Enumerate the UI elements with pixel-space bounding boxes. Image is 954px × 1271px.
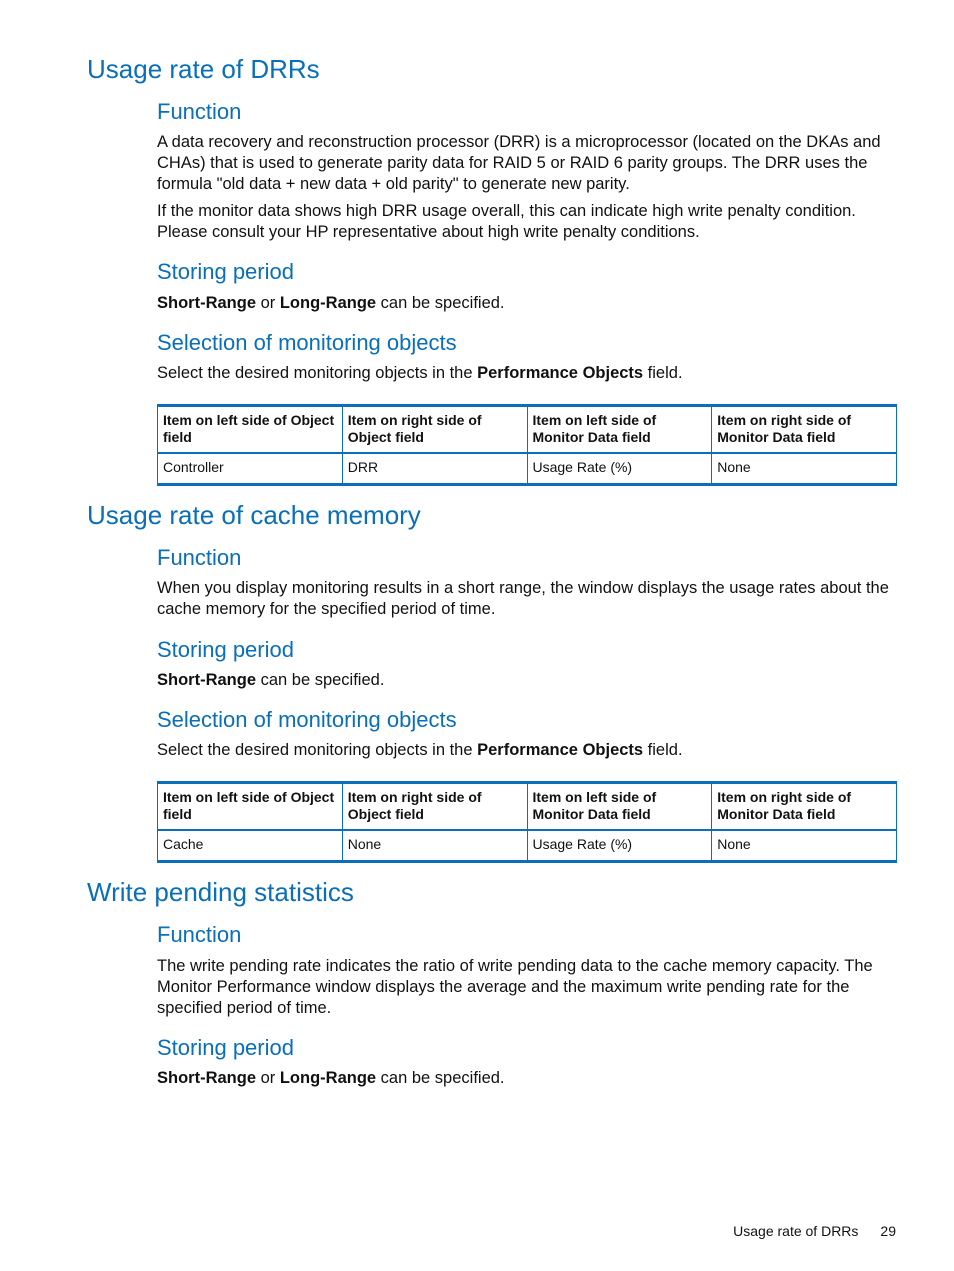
table-header-cell: Item on left side of Object field [158, 406, 343, 454]
table-header-cell: Item on left side of Monitor Data field [527, 406, 712, 454]
table-cell: None [712, 453, 897, 485]
page-number: 29 [880, 1223, 896, 1239]
paragraph-storing-period [157, 293, 897, 314]
text-field: field. [643, 364, 683, 382]
paragraph-drr-function: A data recovery and reconstruction processor (DRR) is a microprocessor (located on the DKAs and CHAs) that is used to generate parity data for RAID 5 or RAID 6 parity groups. The DRR uses the formula "old data + new data + old parity" to generate new parity. [157, 133, 881, 193]
bold-short-range: Short-Range [157, 294, 256, 312]
heading-storing-period: Storing period [157, 1035, 294, 1060]
objects-table-cache [157, 781, 897, 863]
text-can-be-specified: can be specified. [376, 1069, 505, 1087]
table-header-cell: Item on right side of Object field [342, 783, 527, 831]
table-header-row [158, 406, 897, 454]
paragraph-selection [157, 363, 897, 384]
table-header-cell: Item on right side of Object field [342, 406, 527, 454]
paragraph-storing-period [157, 1068, 897, 1089]
text-can-be-specified: can be specified. [376, 294, 505, 312]
table-cell: Usage Rate (%) [527, 830, 712, 862]
text-can-be-specified: can be specified. [256, 671, 385, 689]
table-header-row [158, 783, 897, 831]
bold-long-range: Long-Range [279, 1069, 377, 1087]
table-cell: None [342, 830, 527, 862]
paragraph-storing-period [157, 670, 897, 691]
heading-storing-period: Storing period [157, 259, 294, 284]
footer-section-title: Usage rate of DRRs [733, 1223, 859, 1239]
table-header-cell: Item on left side of Object field [158, 783, 343, 831]
table-cell: Cache [158, 830, 343, 862]
text-select: Select the desired monitoring objects in the [157, 364, 478, 382]
table-row [158, 453, 897, 485]
bold-short-range: Short-Range [157, 1069, 256, 1087]
objects-table-drr [157, 404, 897, 486]
paragraph-write-pending-function: The write pending rate indicates the ratio of write pending data to the cache memory capacity. The Monitor Performance window displays the average and the maximum write pending rate for the specified period of time. [157, 957, 873, 1017]
heading-selection-objects: Selection of monitoring objects [157, 330, 457, 355]
table-cell: Usage Rate (%) [527, 453, 712, 485]
paragraph-selection [157, 740, 897, 761]
table-header-cell: Item on right side of Monitor Data field [712, 406, 897, 454]
table-row [158, 830, 897, 862]
bold-performance-objects: Performance Objects [477, 364, 644, 382]
heading-function: Function [157, 99, 242, 124]
heading-function: Function [157, 545, 242, 570]
text-or: or [256, 1069, 280, 1087]
section-title-write-pending: Write pending statistics [87, 877, 354, 907]
paragraph-cache-function: When you display monitoring results in a short range, the window displays the usage rates about the cache memory for the specified period of time. [157, 579, 889, 618]
bold-long-range: Long-Range [279, 294, 377, 312]
table-cell: None [712, 830, 897, 862]
bold-performance-objects: Performance Objects [477, 741, 644, 759]
text-or: or [256, 294, 280, 312]
text-select: Select the desired monitoring objects in the [157, 741, 478, 759]
bold-short-range: Short-Range [157, 671, 256, 689]
page-footer [733, 1222, 896, 1240]
heading-storing-period: Storing period [157, 637, 294, 662]
table-header-cell: Item on right side of Monitor Data field [712, 783, 897, 831]
text-field: field. [643, 741, 683, 759]
section-title-cache-usage: Usage rate of cache memory [87, 500, 421, 530]
paragraph-drr-penalty: If the monitor data shows high DRR usage overall, this can indicate high write penalty condition. Please consult your HP representative about high write penalty conditions. [157, 202, 856, 241]
heading-selection-objects: Selection of monitoring objects [157, 707, 457, 732]
table-header-cell: Item on left side of Monitor Data field [527, 783, 712, 831]
section-title-drr-usage: Usage rate of DRRs [87, 54, 320, 84]
heading-function: Function [157, 922, 242, 947]
table-cell: DRR [342, 453, 527, 485]
table-cell: Controller [158, 453, 343, 485]
